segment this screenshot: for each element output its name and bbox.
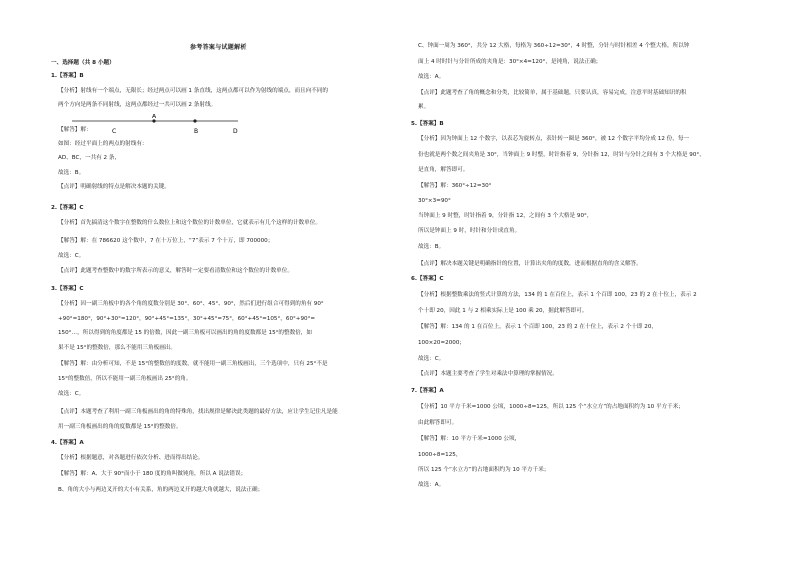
- answer-heading: 7.【答案】A: [411, 388, 444, 394]
- text-line: 【解答】解：由分析可知，不是 15°的整数倍的度数，就不能用一副三角板画出，三个选项中，只有 25°不是: [58, 361, 328, 367]
- text-line: 【分析】首先搞清这个数字在整数的什么数位上和这个数位的计数单位，它就表示有几个这样的计数单位。: [58, 220, 321, 226]
- label-a: A: [152, 114, 157, 120]
- text-line: 【解答】解：10 平方千米=1000 公顷，: [418, 436, 521, 442]
- text-line: 故选：A。: [418, 482, 445, 488]
- text-line: 【点评】此题考查了角的概念和分类，比较简单，属于基础题，只要认真，容易完成，注意平时基础知识的积: [418, 90, 687, 96]
- text-line: 15°的整数倍，所以不能用一副三角板画出 25°的角。: [58, 376, 192, 382]
- text-line: 【解答】解：134 的 1 在百位上，表示 1 个百即 100，23 的 2 在十位上，表示 2 个十即 20，: [418, 324, 657, 330]
- text-line: 故选：C。: [418, 356, 445, 362]
- text-line: 【点评】明确射线的特点是解决本题的关键。: [58, 184, 170, 190]
- text-line: B、角的大小与两边叉开的大小有关系，角的两边叉开的越大角就越大，说法正确；: [58, 487, 264, 493]
- text-line: 【分析】因为钟面上 12 个数字，以表芯为旋转点，表针转一圈是 360°，被 12 个数字平均分成 12 份，每一: [418, 136, 690, 142]
- text-line: 当钟面上 9 时整，时针指着 9，分针指 12，之间有 3 个大格是 90°，: [418, 213, 593, 219]
- text-line: 【解答】解：在 786620 这个数中，7 在十万位上，“7”表示 7 个十万，即 700000；: [58, 238, 274, 244]
- text-line: 累。: [418, 104, 430, 110]
- text-line: 如图：经过平面上的两点的射线有：: [58, 141, 148, 147]
- text-line: 【解答】解：: [58, 127, 92, 133]
- text-line: 【点评】解决本题关键是明确指针的位置，计算出夹角的度数，进而根据直角的含义解答。: [418, 261, 642, 267]
- label-c: C: [112, 128, 117, 135]
- text-line: 所以 125 个“水立方”的占地面积约为 10 平方千米；: [418, 467, 550, 473]
- section-heading: 一、选择题（共 8 小题）: [51, 60, 115, 66]
- answer-heading: 4.【答案】A: [51, 440, 84, 446]
- text-line: 用一副三角板画出的角的度数都是 15°的整数倍。: [58, 424, 182, 430]
- text-line: 【点评】本题主要考查了学生对乘法中算理的掌握情况。: [418, 371, 558, 377]
- text-line: 【分析】10 平方千米=1000 公顷，1000÷8=125，所以 125 个“水立方”的占地面积约为 10 平方千米；: [418, 404, 684, 410]
- text-line: 故选：B。: [418, 244, 445, 250]
- text-line: 【点评】此题考查整数中的数字所表示的意义，解答时一定要看清数位和这个数位的计数单位。: [58, 268, 293, 274]
- answer-heading: 1.【答案】B: [51, 73, 84, 79]
- text-line: 100×20=2000；: [418, 340, 465, 346]
- text-line: 故选：A。: [418, 74, 445, 80]
- answer-heading: 3.【答案】C: [51, 286, 84, 292]
- text-line: 【点评】本题考查了利用一副三角板画出的角的特殊角，找出规律是解决此类题的最好方法，应让学生记住凡是能: [58, 409, 338, 415]
- text-line: 故选：C。: [58, 253, 85, 259]
- text-line: 【分析】因一副三角板中的各个角的度数分别是 30°、60°、45°、90°，然后们进行组合可得到的角有 90°: [58, 301, 324, 307]
- text-line: 面上 4 时时针与分针所成的夹角是：30°×4=120°，是钝角，说法正确；: [418, 59, 602, 65]
- text-line: 故选：C。: [58, 391, 85, 397]
- text-line: 个十即 20，因此 1 与 2 相乘实际上是 100 乘 20，据此解答即可。: [418, 308, 588, 314]
- label-d: D: [233, 128, 238, 135]
- point-dot-b: [193, 119, 196, 122]
- answer-heading: 5.【答案】B: [411, 121, 444, 127]
- text-line: 故选：B。: [58, 170, 85, 176]
- text-line: 由此解答即可。: [418, 420, 458, 426]
- text-line: 【分析】根据整数乘法的竖式计算的方法，134 的 1 在百位上，表示 1 个百即 100，23 的 2 在十位上，表示 2: [418, 292, 697, 298]
- text-line: 【分析】射线有一个端点，无限长；经过两点可以画 1 条直线，这两点都可以作为射线的端点，而且向不同的: [58, 88, 329, 94]
- answer-heading: 6.【答案】C: [411, 276, 444, 282]
- text-line: 30°×3=90°: [418, 198, 451, 204]
- text-line: 【分析】根据题意，对各题进行依次分析、进而得出结论。: [58, 455, 204, 461]
- text-line: 1000÷8=125，: [418, 452, 462, 458]
- text-line: 是直角，解答即可。: [418, 167, 469, 173]
- text-line: AD、BC，一共有 2 条，: [58, 155, 121, 161]
- text-line: +90°=180°，90°+30°=120°，90°+45°=135°，30°+45°=75°，60°+45°=105°，60°+90°=: [58, 316, 316, 322]
- page-title: 参考答案与试题解析: [190, 44, 247, 51]
- text-line: 【解答】解：A、大于 90°而小于 180 度的角叫做钝角，所以 A 说法错误；: [58, 471, 247, 477]
- text-line: 份也就是两个数之间夹角是 30°，当钟面上 9 时整，时针指着 9，分针指 12，时针与分针之间有 3 个大格是 90°，: [418, 152, 705, 158]
- text-line: 【解答】解：360°÷12=30°: [418, 183, 492, 189]
- text-line: 150°…，所以得到的角度都是 15 的倍数，因此一副三角板可以画出的角的度数都是 15°的整数倍，如: [58, 330, 312, 336]
- text-line: 两个方向是两条不同射线，这两点都经过一共可以画 2 条射线。: [58, 102, 217, 108]
- text-line: 果不是 15°的整数倍，那么不能用三角板画出。: [58, 345, 176, 351]
- text-line: 所以是钟面上 9 时，时针和分针成直角。: [418, 228, 521, 234]
- answer-heading: 2.【答案】C: [51, 205, 84, 211]
- label-b: B: [194, 128, 199, 135]
- text-line: C、钟面一周为 360°，共分 12 大格，每格为 360÷12=30°，4 时整，分针与时针相差 4 个整大格，所以钟: [418, 43, 690, 49]
- ray-diagram: [70, 114, 240, 136]
